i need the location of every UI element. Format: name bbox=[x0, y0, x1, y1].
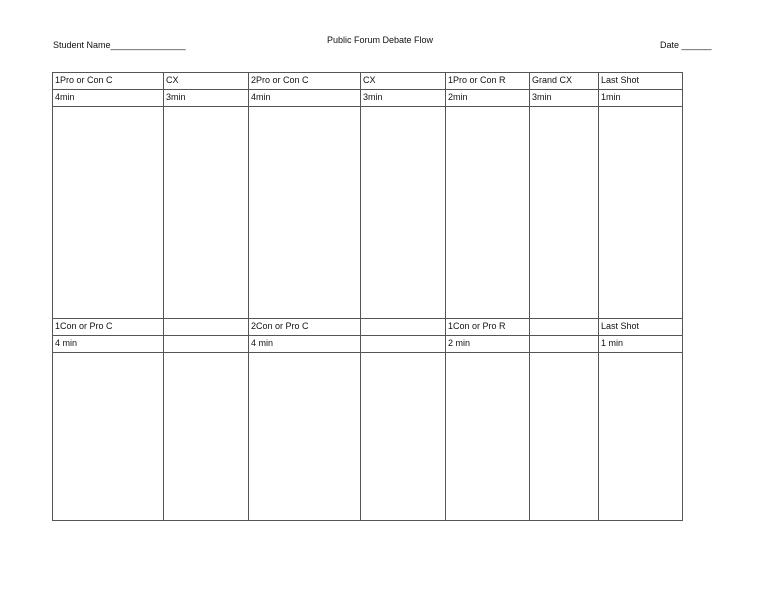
heading-1con-or-pro-c: 1Con or Pro C bbox=[53, 318, 164, 335]
time-cell: 2min bbox=[446, 90, 530, 107]
heading-cx-1: CX bbox=[164, 73, 249, 90]
time-cell: 2 min bbox=[446, 335, 530, 352]
time-cell: 4 min bbox=[53, 335, 164, 352]
time-cell: 4 min bbox=[249, 335, 361, 352]
heading-1pro-or-con-r: 1Pro or Con R bbox=[446, 73, 530, 90]
time-cell bbox=[530, 335, 599, 352]
bottom-notes-row bbox=[53, 352, 683, 520]
heading-empty bbox=[361, 318, 446, 335]
notes-cell[interactable] bbox=[599, 352, 683, 520]
notes-cell[interactable] bbox=[249, 352, 361, 520]
time-cell: 3min bbox=[530, 90, 599, 107]
top-notes-row bbox=[53, 107, 683, 318]
notes-cell[interactable] bbox=[53, 107, 164, 318]
heading-empty bbox=[530, 318, 599, 335]
time-cell: 4min bbox=[53, 90, 164, 107]
date-field[interactable]: Date ______ bbox=[660, 40, 712, 50]
notes-cell[interactable] bbox=[164, 352, 249, 520]
top-time-row bbox=[53, 90, 683, 107]
notes-cell[interactable] bbox=[446, 107, 530, 318]
heading-last-shot-top: Last Shot bbox=[599, 73, 683, 90]
notes-cell[interactable] bbox=[530, 107, 599, 318]
heading-grand-cx: Grand CX bbox=[530, 73, 599, 90]
notes-cell[interactable] bbox=[361, 352, 446, 520]
student-name-field[interactable]: Student Name_______________ bbox=[53, 40, 186, 50]
top-heading-row bbox=[53, 73, 683, 90]
notes-cell[interactable] bbox=[599, 107, 683, 318]
heading-1con-or-pro-r: 1Con or Pro R bbox=[446, 318, 530, 335]
flow-table bbox=[52, 72, 683, 521]
bottom-heading-row bbox=[53, 318, 683, 335]
bottom-time-row bbox=[53, 335, 683, 352]
heading-last-shot-bottom: Last Shot bbox=[599, 318, 683, 335]
heading-2con-or-pro-c: 2Con or Pro C bbox=[249, 318, 361, 335]
time-cell: 3min bbox=[361, 90, 446, 107]
time-cell: 4min bbox=[249, 90, 361, 107]
time-cell bbox=[361, 335, 446, 352]
page-title: Public Forum Debate Flow bbox=[327, 35, 434, 45]
notes-cell[interactable] bbox=[164, 107, 249, 318]
heading-1pro-or-con-c: 1Pro or Con C bbox=[53, 73, 164, 90]
notes-cell[interactable] bbox=[249, 107, 361, 318]
notes-cell[interactable] bbox=[446, 352, 530, 520]
heading-cx-2: CX bbox=[361, 73, 446, 90]
notes-cell[interactable] bbox=[53, 352, 164, 520]
heading-2pro-or-con-c: 2Pro or Con C bbox=[249, 73, 361, 90]
time-cell bbox=[164, 335, 249, 352]
notes-cell[interactable] bbox=[530, 352, 599, 520]
time-cell: 3min bbox=[164, 90, 249, 107]
notes-cell[interactable] bbox=[361, 107, 446, 318]
heading-empty bbox=[164, 318, 249, 335]
time-cell: 1 min bbox=[599, 335, 683, 352]
time-cell: 1min bbox=[599, 90, 683, 107]
